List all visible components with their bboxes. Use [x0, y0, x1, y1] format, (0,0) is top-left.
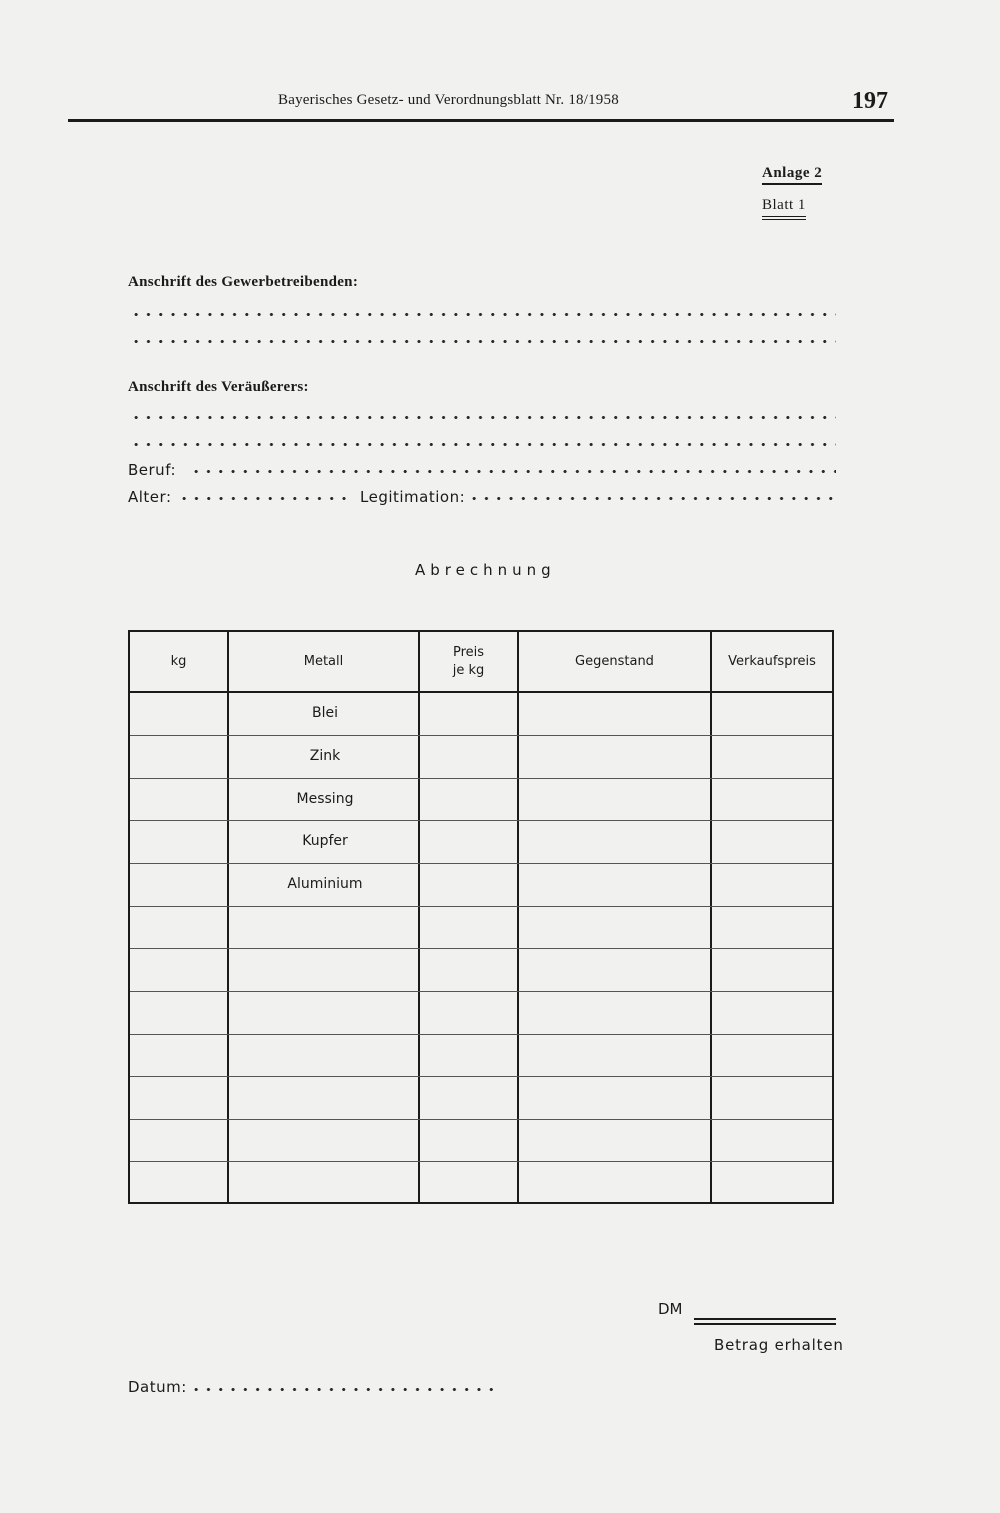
- total-amount-field[interactable]: [694, 1318, 836, 1325]
- trader-address-line-1[interactable]: [130, 313, 836, 316]
- column-header-sale-price: Verkaufspreis: [728, 653, 816, 669]
- trader-address-heading: Anschrift des Gewerbetreibenden:: [128, 274, 359, 290]
- table-row: [130, 778, 832, 779]
- metal-cell: Kupfer: [302, 833, 348, 849]
- header-rule: [68, 119, 894, 122]
- price-header-line2: je kg: [452, 662, 485, 678]
- table-row: [130, 735, 832, 736]
- page-number: 197: [852, 88, 888, 114]
- table-row: [130, 1076, 832, 1077]
- metal-cell: Zink: [309, 748, 341, 764]
- journal-title: Bayerisches Gesetz- und Verordnungsblatt Nr. 18/1958: [278, 92, 619, 108]
- age-field[interactable]: [178, 497, 352, 500]
- metal-cell: Blei: [312, 705, 338, 721]
- seller-address-line-1[interactable]: [130, 416, 836, 419]
- metal-cell: Aluminium: [287, 876, 363, 892]
- legitimation-field[interactable]: [468, 497, 836, 500]
- date-label: Datum:: [128, 1378, 187, 1396]
- column-header-item: Gegenstand: [575, 653, 654, 669]
- table-row: [130, 1034, 832, 1035]
- occupation-label: Beruf:: [128, 461, 176, 479]
- amount-received-label: Betrag erhalten: [714, 1336, 844, 1354]
- table-row: [130, 906, 832, 907]
- metal-cell: Messing: [296, 791, 354, 807]
- price-header-line1: Preis: [452, 644, 485, 660]
- column-header-kg: kg: [170, 653, 187, 669]
- statement-title: Abrechnung: [415, 561, 556, 579]
- table-row: [130, 948, 832, 949]
- seller-address-heading: Anschrift des Veräußerers:: [128, 379, 309, 395]
- column-header-price: [420, 632, 517, 691]
- table-row: [130, 820, 832, 821]
- seller-address-line-2[interactable]: [130, 443, 836, 446]
- column-divider: [227, 632, 229, 1202]
- date-field[interactable]: [190, 1388, 496, 1391]
- annex-label: Anlage 2: [762, 165, 822, 185]
- column-divider: [517, 632, 519, 1202]
- sheet-label: Blatt 1: [762, 197, 806, 220]
- table-row: [130, 991, 832, 992]
- age-label: Alter:: [128, 488, 172, 506]
- column-divider: [710, 632, 712, 1202]
- header-divider: [130, 691, 832, 693]
- trader-address-line-2[interactable]: [130, 340, 836, 343]
- occupation-field[interactable]: [190, 470, 836, 473]
- statement-table: [128, 630, 834, 1204]
- table-row: [130, 863, 832, 864]
- table-row: [130, 1161, 832, 1162]
- column-header-metal: Metall: [303, 653, 344, 669]
- legitimation-label: Legitimation:: [360, 488, 466, 506]
- dm-label: DM: [658, 1300, 683, 1318]
- table-row: [130, 1119, 832, 1120]
